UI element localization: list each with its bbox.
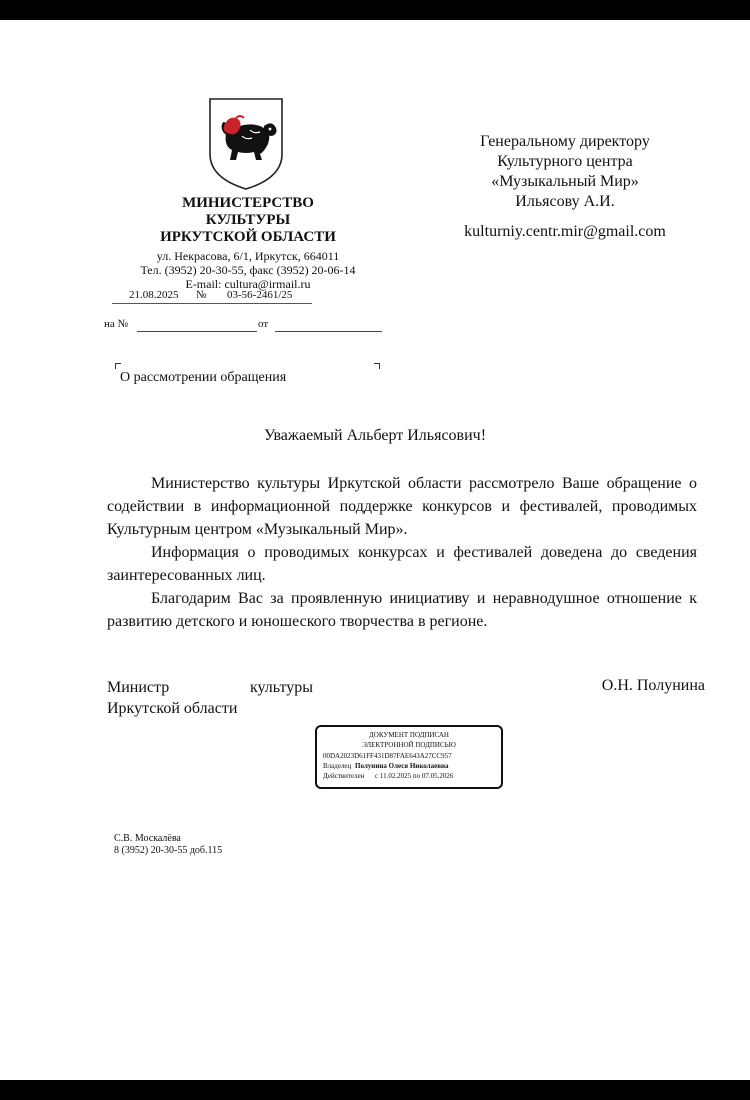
stamp-owner-label: Владелец bbox=[323, 762, 352, 770]
ministry-name-line: ИРКУТСКОЙ ОБЛАСТИ bbox=[160, 229, 336, 245]
sender-address: ул. Некрасова, 6/1, Иркутск, 664011 bbox=[156, 249, 340, 263]
executor-name: С.В. Москалёва bbox=[114, 833, 181, 844]
signatory-title-line: Иркутской области bbox=[107, 700, 238, 717]
recipient-line: Ильясову А.И. bbox=[515, 193, 615, 210]
coat-of-arms-icon bbox=[206, 96, 286, 192]
letter-body bbox=[107, 472, 697, 633]
letter-page bbox=[0, 20, 750, 1080]
signatory-title bbox=[107, 677, 437, 719]
recipient-line: Культурного центра bbox=[497, 153, 633, 170]
stamp-subtitle: ЭЛЕКТРОННОЙ ПОДПИСЬЮ bbox=[362, 741, 456, 749]
greeting: Уважаемый Альберт Ильясович! bbox=[263, 427, 487, 444]
sender-email: E-mail: cultura@irmail.ru bbox=[185, 277, 311, 291]
stamp-owner: Полунина Олеся Николаевна bbox=[355, 762, 449, 770]
signatory-title-word: культуры bbox=[249, 679, 313, 696]
subject-corner-left bbox=[115, 363, 121, 369]
registration-number-label: № bbox=[196, 289, 207, 301]
reply-reference bbox=[104, 318, 389, 334]
stamp-valid: с 11.02.2025 по 07.05.2026 bbox=[375, 772, 454, 780]
registration-date: 21.08.2025 bbox=[129, 289, 179, 301]
stamp-valid-label: Действителен bbox=[323, 772, 365, 780]
reply-from-label: от bbox=[258, 318, 269, 330]
ministry-name bbox=[148, 195, 348, 246]
executor-phone: 8 (3952) 20-30-55 доб.115 bbox=[114, 845, 223, 856]
signatory-title-word: Министр bbox=[107, 679, 170, 696]
executor-info bbox=[114, 833, 222, 857]
stamp-title: ДОКУМЕНТ ПОДПИСАН bbox=[369, 731, 449, 739]
registration-number: 03-56-2461/25 bbox=[227, 289, 293, 301]
subject-corner-right bbox=[374, 363, 380, 369]
registration-line bbox=[112, 289, 312, 304]
body-paragraph: Министерство культуры Иркутской области рассмотрело Ваше обращение о содействии в информационной поддержке конкурсов и фестивалей, проводимых Культурным центром «Музыкальный Мир». bbox=[107, 475, 697, 538]
recipient-email: kulturniy.centr.mir@gmail.com bbox=[464, 223, 666, 240]
ministry-name-line: КУЛЬТУРЫ bbox=[205, 212, 291, 228]
body-paragraph: Благодарим Вас за проявленную инициативу и неравнодушное отношение к развитию детского и юношеского творчества в регионе. bbox=[107, 590, 697, 630]
reply-date-blank bbox=[275, 331, 382, 332]
recipient-block bbox=[440, 132, 690, 242]
recipient-line: Генеральному директору bbox=[480, 133, 650, 150]
sender-contacts bbox=[110, 249, 386, 291]
reply-number-blank bbox=[137, 331, 257, 332]
recipient-line: «Музыкальный Мир» bbox=[491, 173, 639, 190]
body-paragraph: Информация о проводимых конкурсах и фестивалей доведена до сведения заинтересованных лиц. bbox=[107, 544, 697, 584]
ministry-name-line: МИНИСТЕРСТВО bbox=[182, 195, 314, 211]
stamp-certificate: 00DA2023D61FF431D87FAE643A27CC957 bbox=[323, 752, 452, 760]
signatory-name: О.Н. Полунина bbox=[601, 677, 705, 694]
electronic-signature-stamp bbox=[315, 725, 503, 789]
sender-phone-fax: Тел. (3952) 20-30-55, факс (3952) 20-06-14 bbox=[140, 263, 356, 277]
reply-to-label: на № bbox=[104, 318, 129, 330]
letter-subject: О рассмотрении обращения bbox=[120, 370, 287, 385]
